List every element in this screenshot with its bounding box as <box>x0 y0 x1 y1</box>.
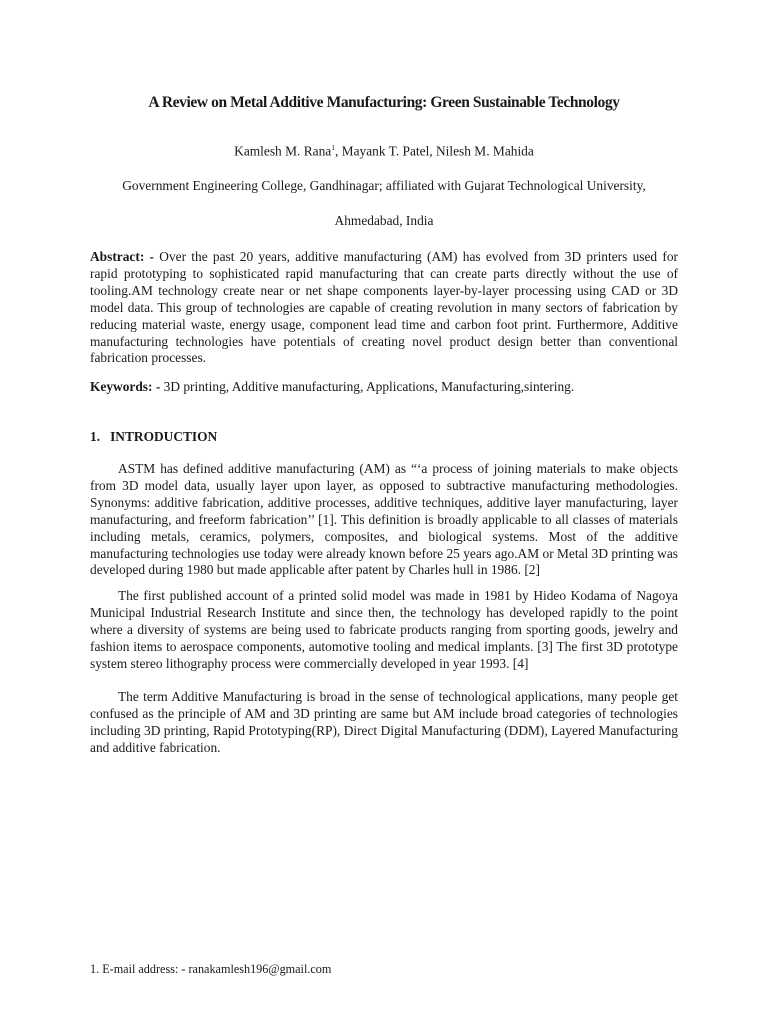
abstract <box>90 249 678 367</box>
affiliation-line-2: Ahmedabad, India <box>334 213 434 228</box>
section-heading-introduction: 1. INTRODUCTION <box>90 429 218 444</box>
body-paragraph: The first published account of a printed solid model was made in 1981 by Hideo Kodama of Nagoya Municipal Industrial Research Institute and since then, the technology has developed rapidly to the point where a diversity of systems are being used to fabricate products ranging from sporting goods, jewelry and fashion items to aerospace components, automotive tooling and medical implants. [3] The first 3D prototype system stereo lithography process were commercially developed in year 1993. [4] <box>90 588 678 671</box>
footnote-email: 1. E-mail address: - ranakamlesh196@gmail.com <box>90 962 332 976</box>
keywords <box>90 379 678 396</box>
keywords-label: Keywords: - <box>90 379 161 394</box>
body-paragraph: The term Additive Manufacturing is broad in the sense of technological applications, many people get confused as the principle of AM and 3D printing are same but AM include broad categories of technologies including 3D printing, Rapid Prototyping(RP), Direct Digital Manufacturing (DDM), Layered Manufacturing and additive fabrication. <box>90 689 678 755</box>
affiliation-line-1: Government Engineering College, Gandhinagar; affiliated with Gujarat Technological University, <box>122 178 646 193</box>
abstract-text: Over the past 20 years, additive manufacturing (AM) has evolved from 3D printers used for rapid prototyping to sophisticated rapid manufacturing that can create parts directly without the use of tooling.AM technology create near or net shape components layer-by-layer processing using CAD or 3D model data. This group of technologies are capable of creating revolution in many sectors of fabrication by reducing material waste, energy usage, component lead time and carbon foot print. Furthermore, Additive manufacturing technologies have potentials of creating novel product design better than conventional fabrication processes. <box>90 249 678 366</box>
first-author: Kamlesh M. Rana <box>234 143 332 159</box>
keywords-text: 3D printing, Additive manufacturing, Applications, Manufacturing,sintering. <box>160 379 575 394</box>
author-list <box>90 143 678 159</box>
body-paragraph: ASTM has defined additive manufacturing (AM) as “‘a process of joining materials to make objects from 3D model data, usually layer upon layer, as opposed to subtractive manufacturing methodologies. Synonyms: additive fabrication, additive processes, additive techniques, additive layer manufacturing, layer manufacturing, and freeform fabrication’’ [1]. This definition is broadly applicable to all classes of materials including metals, ceramics, polymers, composites, and biological systems. Most of the additive manufacturing technologies use today were already known before 25 years ago.AM or Metal 3D printing was developed during 1980 but made applicable after patent by Charles hull in 1986. [2] <box>90 461 678 578</box>
paper-title: A Review on Metal Additive Manufacturing: Green Sustainable Technology <box>148 94 620 111</box>
footnote-marker: 1 <box>331 143 335 152</box>
other-authors: , Mayank T. Patel, Nilesh M. Mahida <box>334 143 534 159</box>
abstract-label: Abstract: - <box>90 249 155 264</box>
